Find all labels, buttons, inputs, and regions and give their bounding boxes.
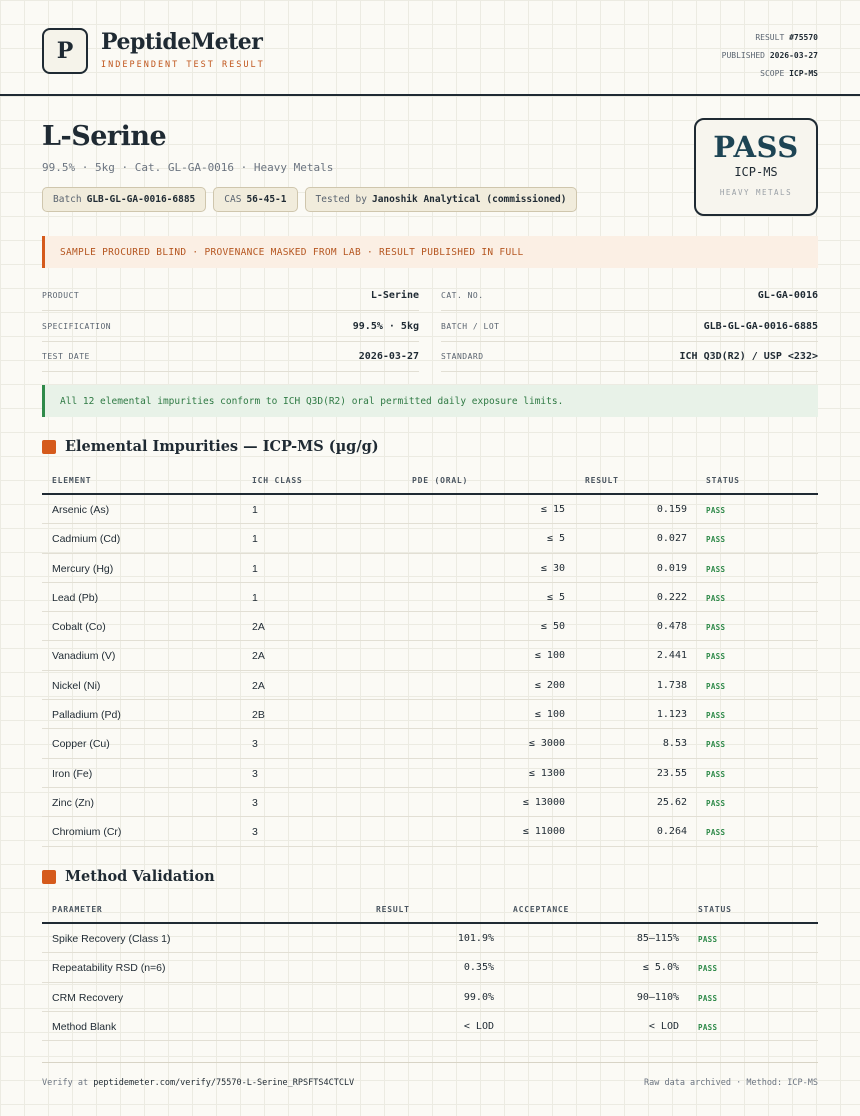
element-name: Cobalt (Co) [52,621,106,634]
table-row [42,1012,818,1041]
status-badge: PASS [706,798,726,808]
section-marker-icon [42,870,56,884]
table-row [42,583,818,612]
info-specification: SPECIFICATION 99.5% · 5kg [42,311,419,342]
parameter-name: Method Blank [52,1020,117,1033]
element-name: Chromium (Cr) [52,826,122,839]
ich-class: 1 [252,504,258,516]
blind-notice: SAMPLE PROCURED BLIND · PROVENANCE MASKED FROM LAB · RESULT PUBLISHED IN FULL [42,236,818,268]
ich-class: 2A [252,679,265,692]
ich-class: 1 [252,562,258,575]
acceptance-range: 85–115% [636,933,679,944]
result-value: 0.35% [463,962,494,974]
element-name: Iron (Fe) [52,767,93,780]
element-name: Mercury (Hg) [52,562,114,575]
verify-link[interactable]: Verify at peptidemeter.com/verify/75570-L-Serine_RPSFTS4CTCLV [42,1078,355,1088]
pde-limit: ≤ 5 [546,591,565,603]
result-value: 23.55 [656,767,687,779]
result-id: RESULT #75570 [755,33,818,42]
acceptance-range: 90–110% [636,991,679,1003]
result-value: 99.0% [463,991,494,1003]
status-badge: PASS [698,993,718,1003]
verdict-badge [694,118,818,216]
pde-limit: ≤ 15 [540,504,565,515]
result-value: 0.027 [656,533,687,545]
status-badge: PASS [706,535,726,545]
acceptance-range: ≤ 5.0% [642,962,679,974]
conformance-notice: All 12 elemental impurities conform to ICH Q3D(R2) oral permitted daily exposure limits. [42,385,818,417]
ich-class: 1 [252,591,258,604]
result-value: 0.222 [656,591,687,603]
status-badge: PASS [706,681,726,691]
status-badge: PASS [706,506,726,515]
ich-class: 3 [252,796,258,809]
status-badge: PASS [706,769,726,779]
verdict-word: PASS [713,130,799,164]
table-row [42,524,818,553]
pde-limit: ≤ 11000 [522,826,565,838]
status-badge: PASS [706,564,726,574]
scope: SCOPE ICP-MS [760,69,818,78]
element-name: Nickel (Ni) [52,679,101,692]
status-badge: PASS [706,652,726,662]
report-meta [722,29,818,83]
batch-chip: Batch GLB-GL-GA-0016-6885 [42,187,206,212]
ich-class: 3 [252,767,258,780]
ich-class: 2A [252,650,265,663]
result-value: 0.019 [656,562,687,574]
table-row [42,641,818,670]
table-row [42,788,818,817]
impurities-table-header: ELEMENT ICH CLASS PDE (ORAL) RESULT STATUS [42,466,818,495]
pde-limit: ≤ 100 [534,709,565,721]
parameter-name: Spike Recovery (Class 1) [52,933,171,945]
info-test-date: TEST DATE 2026-03-27 [42,341,419,372]
validation-title: Method Validation [65,868,215,885]
footer-note: Raw data archived · Method: ICP-MS [644,1078,818,1088]
ich-class: 2A [252,621,265,634]
ich-class: 3 [252,738,258,751]
result-value: 1.123 [656,709,687,721]
info-product: PRODUCT L-Serine [42,280,419,311]
brand-tagline: INDEPENDENT TEST RESULT [101,60,265,70]
verdict-method: ICP-MS [734,165,778,179]
published-date: PUBLISHED 2026-03-27 [721,51,818,60]
product-subtitle: 99.5% · 5kg · Cat. GL-GA-0016 · Heavy Metals [42,161,334,174]
section-marker-icon [42,440,56,454]
table-row [42,924,818,953]
status-badge: PASS [706,711,726,721]
element-name: Copper (Cu) [52,738,110,751]
element-name: Cadmium (Cd) [52,533,121,546]
status-badge: PASS [698,935,718,944]
table-row [42,671,818,700]
impurities-section-header [42,438,379,455]
brand-logo: P [42,28,88,74]
parameter-name: CRM Recovery [52,991,124,1004]
cas-chip: CAS 56-45-1 [213,187,297,212]
table-row [42,759,818,788]
validation-table [42,895,818,1041]
element-name: Zinc (Zn) [52,796,94,809]
acceptance-range: < LOD [648,1020,679,1032]
impurities-title: Elemental Impurities — ICP-MS (µg/g) [65,438,379,455]
pde-limit: ≤ 50 [540,621,565,633]
product-chips [42,187,577,212]
brand-name: PeptideMeter [101,29,263,55]
footer-divider [42,1062,818,1063]
pde-limit: ≤ 1300 [528,767,565,779]
table-row [42,983,818,1012]
result-value: 0.159 [656,504,687,515]
table-row [42,700,818,729]
product-title: L-Serine [42,121,167,152]
tested-by-chip: Tested by Janoshik Analytical (commissioned) [305,187,578,212]
table-row [42,953,818,982]
pde-limit: ≤ 3000 [528,738,565,750]
element-name: Palladium (Pd) [52,709,121,722]
status-badge: PASS [698,964,718,974]
info-standard: STANDARD ICH Q3D(R2) / USP <232> [441,341,818,372]
result-value: 0.478 [656,621,687,633]
table-row [42,495,818,524]
table-row [42,729,818,758]
table-row [42,554,818,583]
pde-limit: ≤ 5 [546,533,565,545]
verdict-scope: HEAVY METALS [719,188,793,197]
status-badge: PASS [706,623,726,633]
status-badge: PASS [706,740,726,750]
table-row [42,817,818,846]
result-value: 25.62 [656,796,687,808]
status-badge: PASS [706,593,726,603]
element-name: Vanadium (V) [52,650,116,663]
status-badge: PASS [698,1022,718,1032]
report-header [0,0,860,96]
table-row [42,612,818,641]
pde-limit: ≤ 13000 [522,796,565,808]
element-name: Arsenic (As) [52,504,110,516]
parameter-name: Repeatability RSD (n=6) [52,962,166,975]
result-value: 8.53 [662,738,687,750]
pde-limit: ≤ 200 [534,679,565,691]
element-name: Lead (Pb) [52,591,99,604]
pde-limit: ≤ 100 [534,650,565,662]
impurities-table [42,466,818,847]
result-value: 2.441 [656,650,687,662]
pde-limit: ≤ 30 [540,562,565,574]
ich-class: 1 [252,533,258,546]
validation-section-header [42,868,215,885]
status-badge: PASS [706,828,726,838]
result-value: 1.738 [656,679,687,691]
ich-class: 2B [252,709,265,722]
info-cat-no: CAT. NO. GL-GA-0016 [441,280,818,311]
info-batch-lot: BATCH / LOT GLB-GL-GA-0016-6885 [441,311,818,342]
result-value: < LOD [463,1020,494,1032]
result-value: 0.264 [656,826,687,838]
result-value: 101.9% [457,933,494,944]
validation-table-header: PARAMETER RESULT ACCEPTANCE STATUS [42,895,818,924]
ich-class: 3 [252,826,258,839]
